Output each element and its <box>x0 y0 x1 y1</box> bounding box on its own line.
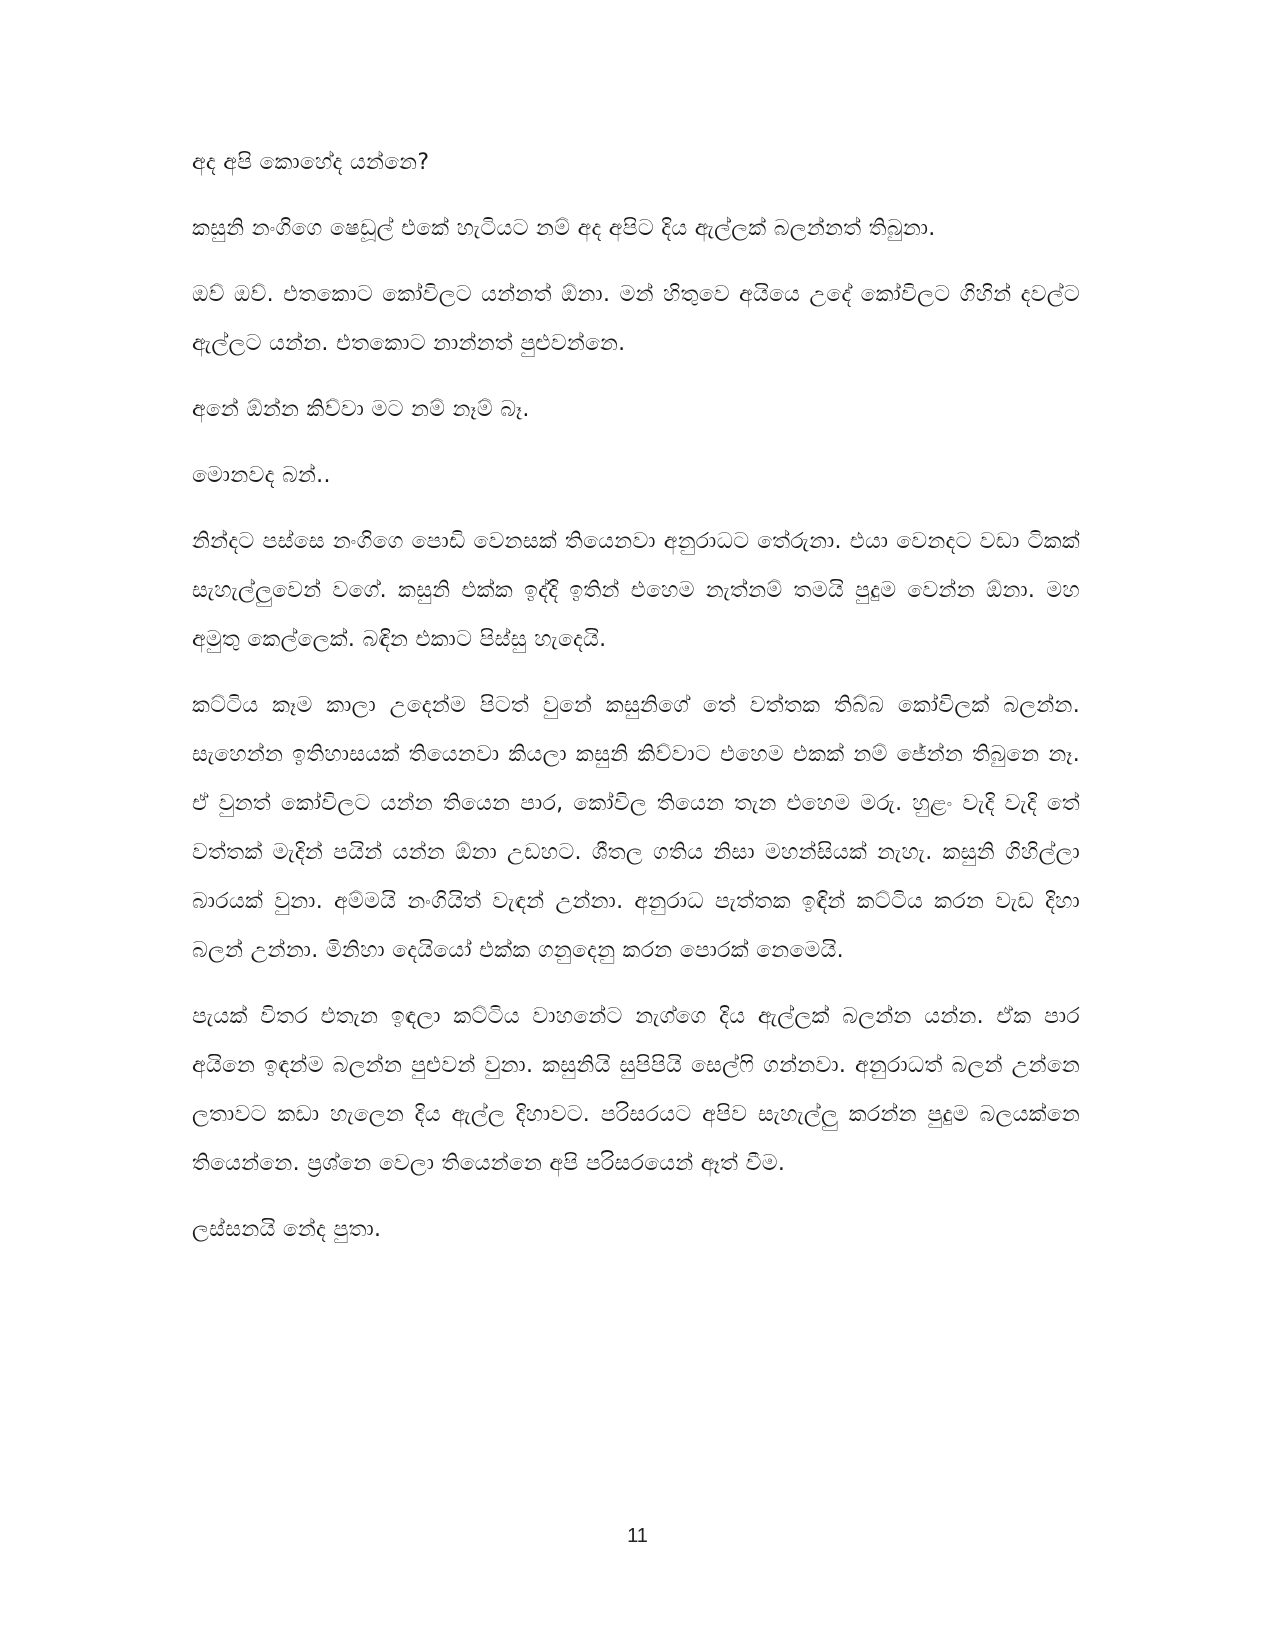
dialogue-paragraph: අද අපි කොහේද යන්නෙ? <box>192 150 430 175</box>
narrative-paragraph: කට්ටිය කෑම කාලා උදෙන්ම පිටත් වුනේ කසුනිගේ තේ වත්තක තිබ්බ කෝවිලක් බලන්න. සැහෙන්න ඉතිහාසයක් තියෙනවා කියලා කසුනි කිව්වාට එහෙම එකක් නම් ජේන්න තිබුනෙ නෑ. ඒ වුනත් කෝවිලට යන්න තියෙන පාර, කෝවිල තියෙන තැන එහෙම මරු. හුළං වැදි වැදි තේ වත්තක් මැදින් පයින් යන්න ඕනා උඩහට. ශීතල ගතිය නිසා මහන්සියක් නැහැ. කසුනි ගිහිල්ලා බාරයක් වුනා. අම්මයි නංගියිත් වැඳන් උන්නා. අනුරාධ පැත්තක ඉඳින් කට්ටිය කරන වැඩ දිහා බලන් උන්නා. මිනිහා දෙයියෝ එක්ක ගනුදෙනු කරන පොරක් නෙමෙයි. <box>192 693 1080 963</box>
narrative-paragraph: පැයක් විතර එතැන ඉඳලා කට්ටිය වාහනේට නැග්ගෙ දිය ඇල්ලක් බලන්න යන්න. ඒක පාර අයිනෙ ඉඳන්ම බලන්න පුළුවන් වුනා. කසුනියි සුපිපියි සෙල්ෆි ගන්නවා. අනුරාධත් බලන් උන්නෙ ලතාවට කඩා හැලෙන දිය ඇල්ල දිහාවට. පරිසරයට අපිව සැහැල්ලු කරන්න පුදුම බලයක්නෙ තියෙන්නෙ. ප්‍රශ්නෙ වෙලා තියෙන්නෙ අපි පරිසරයෙන් ඈත් වීම. <box>192 1004 1080 1176</box>
narrative-paragraph: නින්දට පස්සෙ නංගිගෙ පොඩි වෙනසක් තියෙනවා අනුරාධට තේරුනා. එයා වෙනදට වඩා ටිකක් සැහැල්ලුවෙන් වගේ. කසුනි එක්ක ඉද්දි ඉතින් එහෙම නැත්නම් තමයි පුදුම වෙන්න ඕනා. මහ අමුතු කෙල්ලෙක්. බඳින එකාට පිස්සු හැදෙයි. <box>192 529 1080 652</box>
dialogue-paragraph: ඔව් ඔව්. එතකොට කෝවිලට යන්නත් ඕනා. මන් හිතුවෙ අයියෙ උදේ කෝවිලට ගිහින් දවල්ට ඇල්ලට යන්න. එතකොට නාන්නත් පුළුවන්නෙ. <box>192 282 1080 356</box>
page-body <box>192 138 1080 1271</box>
dialogue-paragraph: අනේ ඕන්න කිව්වා මට නම් නෑම් බෑ. <box>192 397 530 422</box>
dialogue-paragraph: කසුනි නංගිගෙ ෂෙඩූල් එකේ හැටියට නම් අද අපිට දිය ඇල්ලක් බලන්නත් තිබුනා. <box>192 216 936 241</box>
page-number: 11 <box>627 1525 648 1547</box>
dialogue-paragraph: මොනවද බන්.. <box>192 463 331 488</box>
dialogue-paragraph: ලස්සනයි නේද පුතා. <box>192 1217 382 1242</box>
